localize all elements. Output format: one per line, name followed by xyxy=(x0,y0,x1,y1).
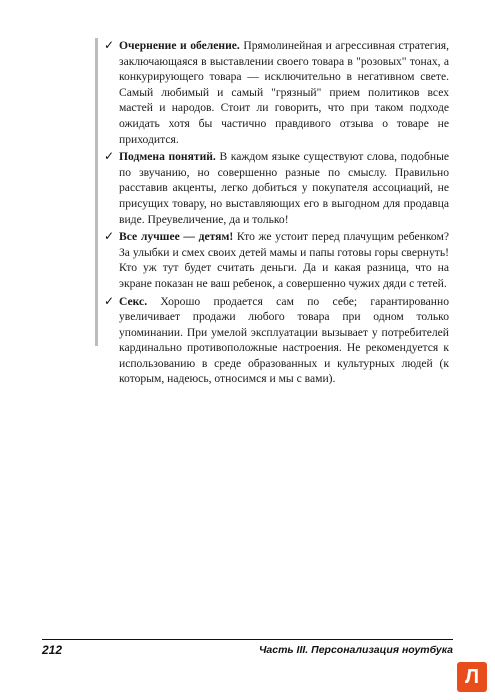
margin-bar xyxy=(95,38,98,346)
item-title: Очернение и обеление. xyxy=(119,39,240,52)
logo-letter: Л xyxy=(464,665,480,688)
checkmark-icon: ✓ xyxy=(104,293,115,308)
item-title: Подмена понятий. xyxy=(119,150,216,164)
footer-divider xyxy=(42,639,453,640)
checkmark-icon: ✓ xyxy=(104,149,115,164)
page-number: 212 xyxy=(42,643,63,657)
item-title: Секс. xyxy=(119,294,148,308)
list-item xyxy=(104,294,449,388)
item-title: Все лучшее — детям! xyxy=(119,230,234,244)
publisher-logo-icon[interactable] xyxy=(457,662,487,692)
list-item xyxy=(104,149,449,227)
checkmark-icon: ✓ xyxy=(104,229,115,244)
item-text: В каждом языке существуют слова, подобные по звучанию, но совершенно разные по смыслу. Правильно расставив акценты, легко добиться у покупателя ассоциаций, не присущих товару, но выставляющих его в выгодном для продавца виде. Преувеличение, да и только! xyxy=(119,150,450,226)
running-head: Часть III. Персонализация ноутбука xyxy=(258,644,453,656)
item-text: Прямолинейная и агрессивная стратегия, заключающаяся в выставлении своего товара в "розовых" тонах, а конкурирующего товара — исключительно в негативном свете. Самый любимый и самый "грязный" прием политиков всех мастей и народов. Стоит ли говорить, что при таком подходе ожидать хотя бы частично правдивого отзыва о товаре не приходится. xyxy=(119,39,449,146)
checkmark-icon: ✓ xyxy=(104,38,115,52)
bullet-list xyxy=(104,38,449,389)
item-text: Хорошо продается сам по себе; гарантированно увеличивает продажи любого товара при одном только упоминании. При умелой эксплуатации вызывает у потребителей кардинально противоположные настроения. Не рекомендуется к использованию в среде образованных и культурных людей (к которым, надеюсь, относимся и мы с вами). xyxy=(119,294,449,386)
list-item xyxy=(104,229,449,291)
list-item xyxy=(104,38,449,147)
item-text: Кто же устоит перед плачущим ребенком? За улыбки и смех своих детей мамы и папы готовы горы свернуть! Кто уж тут будет считать деньги. Да и какая разница, что на экране показан не ваш ребенок, а совершенно чужих дяди с тетей. xyxy=(119,230,449,290)
